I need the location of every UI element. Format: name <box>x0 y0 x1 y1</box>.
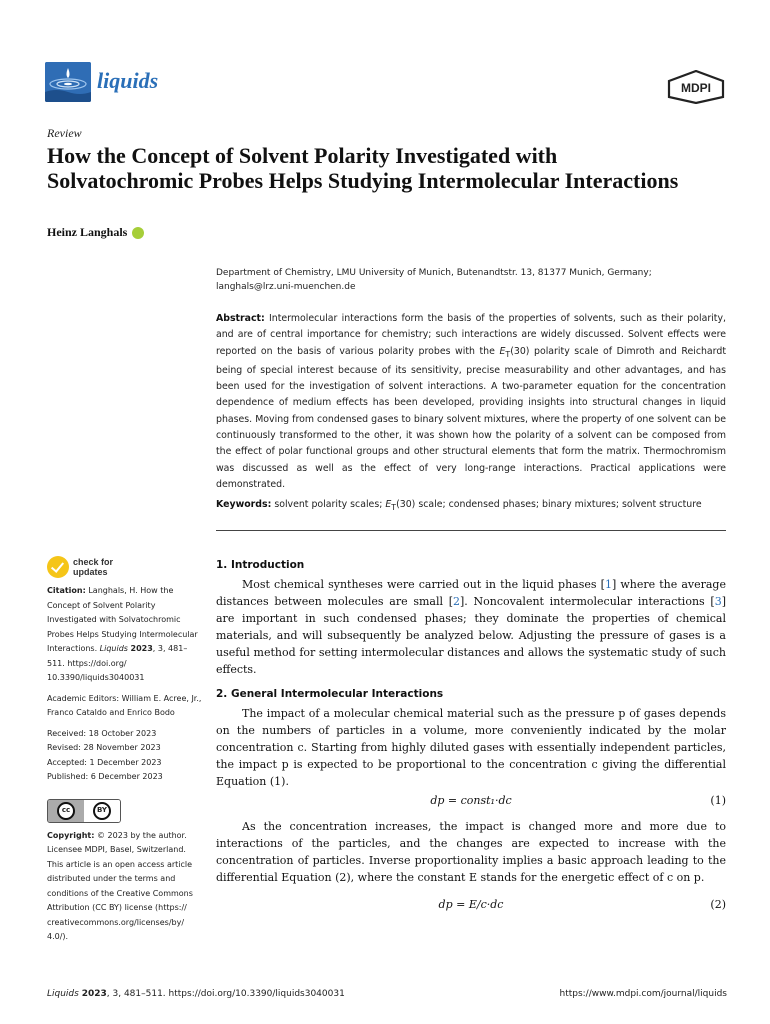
et-symbol: E <box>499 345 506 357</box>
reference-link[interactable]: 1 <box>604 578 612 591</box>
citation-year: 2023 <box>130 644 153 653</box>
citation-journal: Liquids <box>99 644 128 653</box>
keywords-text-continued: (30) scale; condensed phases; binary mixtures; solvent structure <box>396 499 702 510</box>
academic-editors: Academic Editors: William E. Acree, Jr., Franco Cataldo and Enrico Bodo <box>47 693 202 717</box>
introduction-paragraph <box>216 576 726 678</box>
abstract-text-continued: (30) polarity scale of Dimroth and Reichardt being of special interest because of its sensitivity, precise measurability and other advantages, and has been used for the investigation of solvent interactions. A two-parameter equation for the concentration dependence of medium effects has been developed, providing insights into structural changes in liquid phases. Moving from condensed gases to binary solvent mixtures, where the property of one solvent can be continuously transformed to the other, it was shown how the polarity of a solvent can be composed from the effect of polar functional groups and other structural elements that form the matrix. Thermochromism was discussed as well as the effect of very long-range interactions. Practical applications were demonstrated. <box>216 345 726 490</box>
accepted-date: Accepted: 1 December 2023 <box>47 757 162 767</box>
footer-citation <box>47 989 345 999</box>
general-paragraph-1: The impact of a molecular chemical material such as the pressure p of gases depends on the numbers of particles in a volume, more conveniently indicated by the molar concentration c. Starting from highly diluted gases with essentially independent particles, the impact p is expected to be proportional to the concentration c giving the differential Equation (1). <box>216 707 726 788</box>
cc-icon: cc <box>57 802 75 820</box>
orcid-icon[interactable] <box>132 227 144 239</box>
section-heading-general: 2. General Intermolecular Interactions <box>216 688 444 700</box>
footer-journal: Liquids <box>47 989 79 999</box>
journal-name: liquids <box>97 68 159 93</box>
by-icon: BY <box>93 802 111 820</box>
keywords-text: solvent polarity scales; <box>274 499 386 510</box>
abstract-text: Intermolecular interactions form the basis of the properties of solvents, such as their polarity, and are of central importance for chemistry; such interactions are widely discussed. Solvent effects were reported on the basis of various polarity probes with the <box>216 313 727 357</box>
received-date: Received: 18 October 2023 <box>47 728 157 738</box>
footer-year: 2023 <box>81 989 107 999</box>
cc-by-license-badge[interactable] <box>47 799 121 823</box>
intro-text-c: ]. Noncovalent intermolecular interactions [ <box>460 595 715 608</box>
footer-journal-url[interactable]: https://www.mdpi.com/journal/liquids <box>559 989 727 999</box>
page-title: How the Concept of Solvent Polarity Investigated with Solvatochromic Probes Helps Studying Intermolecular Interactions <box>47 143 679 193</box>
mdpi-logo-icon <box>667 70 725 108</box>
section-divider <box>216 530 726 531</box>
affiliation <box>216 266 726 294</box>
general-paragraph-2: As the concentration increases, the impact is changed more and more due to interactions of the particles, and the changes are expected to increase with the concentration of particles. Inverse proportionality implies a basic approach leading to the differential Equation (2), where the constant E stands for the energetic effect of c on p. <box>216 820 726 884</box>
equation-2-body: dp = E/c·dc <box>438 898 504 911</box>
author-name[interactable]: Heinz Langhals <box>47 225 128 239</box>
check-updates-icon <box>47 556 69 578</box>
abstract-label: Abstract: <box>216 313 265 324</box>
et-subscript: T <box>505 349 511 359</box>
article-type: Review <box>47 126 82 140</box>
equation-2 <box>216 896 726 916</box>
revised-date: Revised: 28 November 2023 <box>47 743 161 752</box>
section-heading-introduction: 1. Introduction <box>216 559 305 571</box>
citation <box>47 584 202 686</box>
published-date: Published: 6 December 2023 <box>47 772 163 781</box>
keyword-et-symbol: E <box>385 499 392 510</box>
equation-2-number: (2) <box>710 898 726 911</box>
check-for-updates-button[interactable] <box>47 556 202 578</box>
citation-text: Langhals, H. How the Concept of Solvent Polarity Investigated with Solvatochromic Probes Helps Studying Intermolecular Interactions. <box>47 586 198 653</box>
copyright-label: Copyright: <box>47 830 95 840</box>
check-updates-line2: updates <box>73 567 108 577</box>
copyright-text: © 2023 by the author. Licensee MDPI, Basel, Switzerland. This article is an open access article distributed under the terms and conditions of the Creative Commons Attribution (CC BY) license (https:// creativecommons.org/licenses/by/ 4.0/). <box>47 830 193 941</box>
equation-1-body: dp = const₁·dc <box>430 794 512 807</box>
citation-doi[interactable]: , 3, 481–511. https://doi.org/ 10.3390/liquids3040031 <box>47 644 188 682</box>
intro-text-d: ] are important in such condensed phases; they dominate the properties of chemical materials, and will subsequently be analyzed below. Adjusting the pressure of gases is a useful method for setting intermolecular distances and allows the systematic study of such effects. <box>216 595 726 676</box>
author <box>47 225 144 240</box>
check-updates-line1: check for <box>73 557 114 567</box>
reference-link[interactable]: 3 <box>714 595 722 608</box>
intro-text-b: ] where the average distances between molecules are small [ <box>216 578 726 608</box>
footer-doi[interactable]: , 3, 481–511. https://doi.org/10.3390/liquids3040031 <box>106 989 345 999</box>
abstract <box>216 311 726 493</box>
journal-logo-icon <box>45 62 91 102</box>
copyright <box>47 829 202 945</box>
affiliation-line: Department of Chemistry, LMU University of Munich, Butenandtstr. 13, 81377 Munich, Germany; <box>216 268 652 278</box>
history-dates <box>47 727 202 785</box>
journal-header <box>45 62 725 104</box>
keywords <box>216 498 736 515</box>
equation-1-number: (1) <box>710 794 726 807</box>
citation-label: Citation: <box>47 586 86 595</box>
reference-link[interactable]: 2 <box>453 595 461 608</box>
keyword-et-subscript: T <box>391 502 397 512</box>
mdpi-logo-text: MDPI <box>681 81 711 95</box>
intro-text-a: Most chemical syntheses were carried out in the liquid phases [ <box>242 578 605 591</box>
keywords-label: Keywords: <box>216 499 272 510</box>
equation-1 <box>216 792 726 812</box>
affiliation-email[interactable]: langhals@lrz.uni-muenchen.de <box>216 282 356 292</box>
article-body <box>216 557 726 922</box>
article-sidebar <box>47 556 202 951</box>
